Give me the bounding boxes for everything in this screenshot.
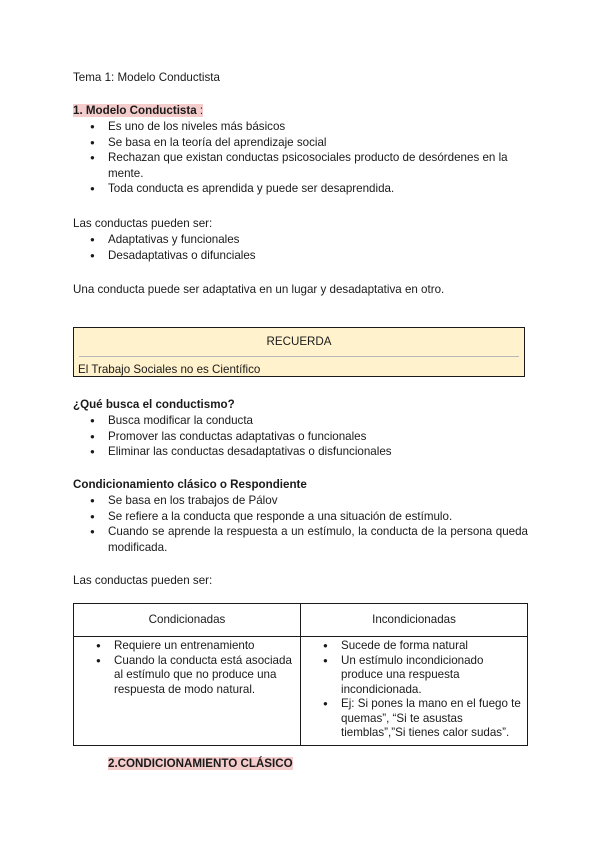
list-item: ● Adaptativas y funcionales	[73, 232, 528, 248]
busca-bullet-list	[73, 413, 528, 460]
cell-incondicionadas	[301, 637, 528, 746]
conductas-comparison-table	[73, 603, 528, 746]
recuerda-body: El Trabajo Sociales no es Científico	[78, 363, 261, 376]
list-item: ● Rechazan que existan conductas psicosociales producto de desórdenes en la mente.	[73, 150, 528, 181]
section1-heading-suffix: :	[196, 104, 204, 117]
document-title: Tema 1: Modelo Conductista	[73, 71, 220, 84]
header-incondicionadas: Incondicionadas	[301, 604, 528, 637]
incondicionadas-list	[301, 639, 527, 741]
list-item: ● Desadaptativas o difunciales	[73, 248, 528, 264]
list-item: ● Ej: Si pones la mano en el fuego te quemas”, “Si te asustas tiemblas”,”Si tienes calor sudas”.	[301, 697, 527, 741]
clasico-heading: Condicionamiento clásico o Respondiente	[73, 478, 307, 491]
list-item: ● Se basa en los trabajos de Pálov	[73, 493, 528, 509]
condicionadas-list	[74, 639, 300, 697]
adaptive-note: Una conducta puede ser adaptativa en un lugar y desadaptativa en otro.	[73, 283, 445, 296]
busca-heading: ¿Qué busca el conductismo?	[73, 398, 235, 411]
table-row	[74, 637, 528, 746]
list-item: ● Busca modificar la conducta	[73, 413, 528, 429]
list-item: ● Cuando la conducta está asociada al estímulo que no produce una respuesta de modo natural.	[74, 654, 300, 698]
section2-heading: 2.CONDICIONAMIENTO CLÁSICO	[108, 757, 293, 770]
recuerda-callout	[73, 327, 525, 377]
list-item: ● Toda conducta es aprendida y puede ser desaprendida.	[73, 181, 528, 197]
list-item: ● Requiere un entrenamiento	[74, 639, 300, 654]
table-header-row	[74, 604, 528, 637]
conductas2-intro: Las conductas pueden ser:	[73, 574, 213, 587]
cell-condicionadas	[74, 637, 301, 746]
list-item: ● Es uno de los niveles más básicos	[73, 119, 528, 135]
recuerda-title: RECUERDA	[266, 335, 332, 348]
list-item: ● Se basa en la teoría del aprendizaje social	[73, 135, 528, 151]
clasico-bullet-list	[73, 493, 528, 555]
recuerda-divider	[79, 356, 519, 357]
section1-heading-line	[73, 103, 203, 119]
section1-bullet-list	[73, 119, 528, 197]
list-item: ● Promover las conductas adaptativas o funcionales	[73, 429, 528, 445]
section2-heading-line	[108, 756, 293, 772]
list-item: ● Se refiere a la conducta que responde a una situación de estímulo.	[73, 509, 528, 525]
section1-heading: 1. Modelo Conductista	[73, 104, 197, 117]
conductas-intro: Las conductas pueden ser:	[73, 217, 213, 230]
list-item: ● Eliminar las conductas desadaptativas o disfuncionales	[73, 444, 528, 460]
list-item: ● Un estímulo incondicionado produce una respuesta incondicionada.	[301, 654, 527, 698]
header-condicionadas: Condicionadas	[74, 604, 301, 637]
list-item: ● Sucede de forma natural	[301, 639, 527, 654]
list-item: ● Cuando se aprende la respuesta a un estímulo, la conducta de la persona queda modificada.	[73, 524, 528, 555]
conductas-bullet-list	[73, 232, 528, 263]
